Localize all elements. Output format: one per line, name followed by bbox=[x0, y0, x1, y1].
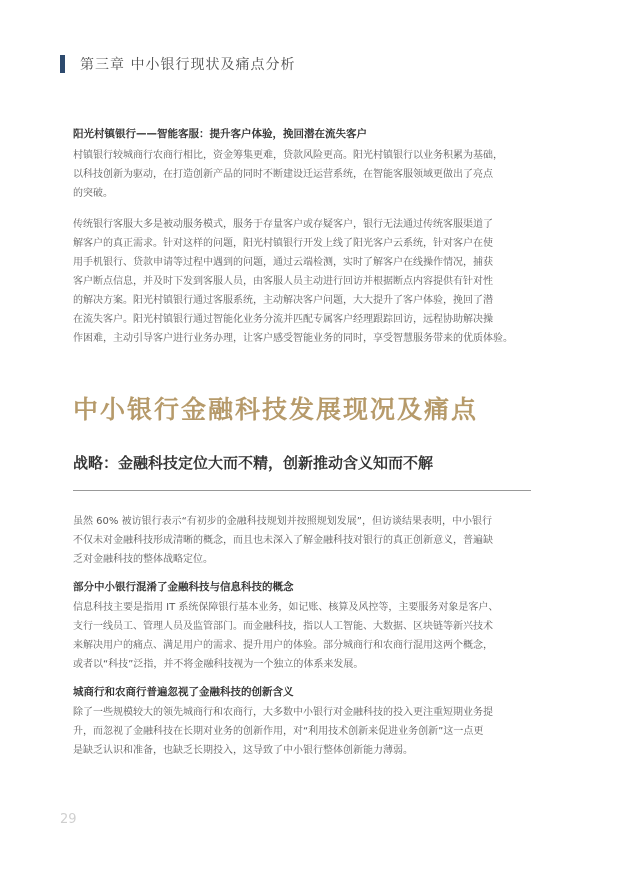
text-line: 信息科技主要是指用 IT 系统保障银行基本业务，如记账、核算及风控等，主要服务对象是客户、 bbox=[73, 602, 499, 613]
section-title: 中小银行金融科技发展现况及痛点 bbox=[73, 395, 479, 424]
text-line: 村镇银行较城商行农商行相比，资金筹集更难，贷款风险更高。阳光村镇银行以业务积累为基础， bbox=[73, 150, 503, 161]
case-study-title: 阳光村镇银行——智能客服：提升客户体验，挽回潜在流失客户 bbox=[73, 128, 367, 140]
case-study bbox=[73, 126, 533, 348]
text-line: 用手机银行、贷款申请等过程中遇到的问题，通过云端检测，实时了解客户在线操作情况，捕获 bbox=[73, 257, 493, 268]
text-line: 客户断点信息，并及时下发到客服人员，由客服人员主动进行回访并根据断点内容提供有针对性 bbox=[73, 276, 493, 287]
text-line: 来解决用户的痛点、满足用户的需求、提升用户的体验。部分城商行和农商行混用这两个概念， bbox=[73, 640, 493, 651]
text-line: 支行一线员工、管理人员及监管部门。而金融科技，指以人工智能、大数据、区块链等新兴技术 bbox=[73, 621, 493, 632]
text-line: 虽然 60% 被访银行表示“有初步的金融科技规划并按照规划发展”，但访谈结果表明，中小银行 bbox=[73, 516, 492, 527]
text-line: 升，而忽视了金融科技在长期对业务的创新作用，对“利用技术创新来促进业务创新”这一点更 bbox=[73, 726, 484, 737]
text-line: 作困难，主动引导客户进行业务办理，让客户感受智能业务的同时，享受智慧服务带来的优质体验。 bbox=[73, 333, 513, 344]
text-line: 是缺乏认识和准备，也缺乏长期投入，这导致了中小银行整体创新能力薄弱。 bbox=[73, 745, 413, 756]
text-line: 传统银行客服大多是被动服务模式，服务于存量客户或存疑客户，银行无法通过传统客服渠道了 bbox=[73, 219, 493, 230]
text-line: 的解决方案。阳光村镇银行通过客服系统，主动解决客户问题，大大提升了客户体验，挽回了潜 bbox=[73, 295, 493, 306]
chapter-title: 第三章 中小银行现状及痛点分析 bbox=[80, 57, 296, 73]
text-line: 乏对金融科技的整体战略定位。 bbox=[73, 554, 213, 565]
text-line: 的突破。 bbox=[73, 188, 113, 199]
text-line: 或者以“科技”泛指，并不将金融科技视为一个独立的体系来发展。 bbox=[73, 659, 364, 670]
point-1-title: 部分中小银行混淆了金融科技与信息科技的概念 bbox=[73, 581, 294, 593]
text-line: 在流失客户。阳光村镇银行通过智能化业务分流并匹配专属客户经理跟踪回访，远程协助解决操 bbox=[73, 314, 493, 325]
text-line: 除了一些规模较大的领先城商行和农商行，大多数中小银行对金融科技的投入更注重短期业务提 bbox=[73, 707, 493, 718]
case-study-para-2 bbox=[73, 215, 533, 348]
point-2-title: 城商行和农商行普遍忽视了金融科技的创新含义 bbox=[73, 686, 294, 698]
text-line: 解客户的真正需求。针对这样的问题，阳光村镇银行开发上线了阳光客户云系统，针对客户在使 bbox=[73, 238, 493, 249]
case-study-para-1 bbox=[73, 146, 533, 203]
intro-paragraph bbox=[73, 512, 533, 569]
chapter-marker bbox=[60, 55, 65, 73]
text-line: 不仅未对金融科技形成清晰的概念，而且也未深入了解金融科技对银行的真正创新意义，普遍缺 bbox=[73, 535, 493, 546]
divider bbox=[73, 490, 531, 491]
point-2-paragraph bbox=[73, 703, 533, 760]
strategy-heading: 战略：金融科技定位大而不精，创新推动含义知而不解 bbox=[73, 454, 434, 472]
point-1-paragraph bbox=[73, 598, 533, 674]
section-body bbox=[73, 512, 533, 760]
text-line: 以科技创新为驱动，在打造创新产品的同时不断建设迁运营系统，在智能客服领域更做出了亮点 bbox=[73, 169, 493, 180]
page-number: 29 bbox=[60, 812, 77, 827]
